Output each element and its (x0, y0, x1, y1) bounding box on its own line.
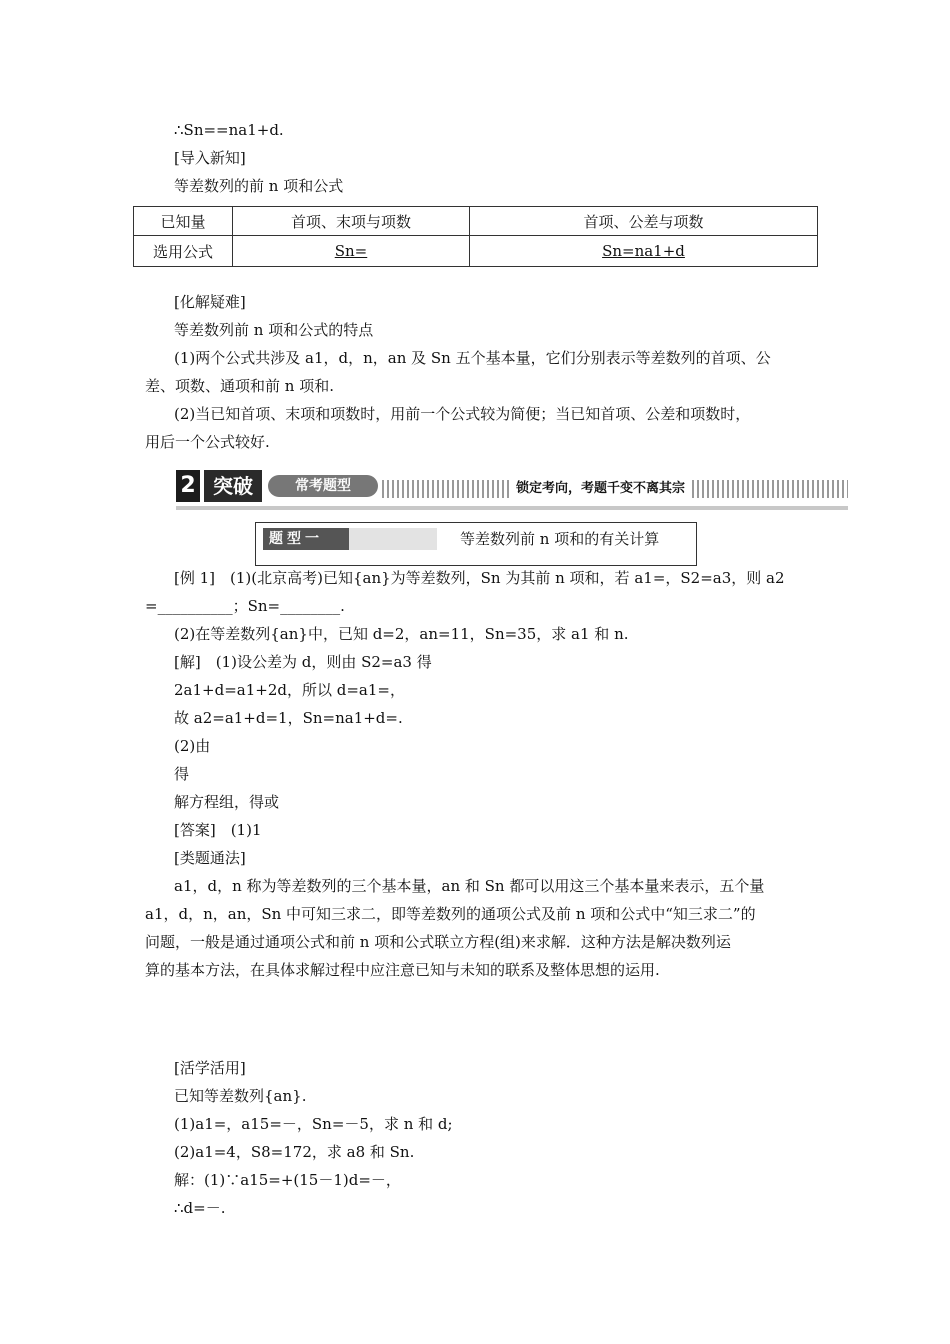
formula-intro: 等差数列的前 n 项和公式 (174, 177, 344, 195)
banner-title: 突破 (204, 470, 262, 502)
formula-line: ∴Sn==na1+d. (174, 121, 284, 139)
section-banner (176, 466, 848, 506)
section-heading-method: [类题通法] (174, 849, 246, 867)
solution-line: 2a1+d=a1+2d，所以 d=a1=， (174, 681, 405, 699)
practice-line: ∴d=－. (174, 1199, 226, 1217)
section-heading-practice: [活学活用] (174, 1059, 246, 1077)
banner-slogan: 锁定考向，考题千变不离其宗 (510, 480, 691, 498)
section-heading-new-knowledge: [导入新知] (174, 149, 246, 167)
table-row (134, 236, 818, 267)
paragraph-line: a1，d，n 称为等差数列的三个基本量，an 和 Sn 都可以用这三个基本量来表示，五个量 (174, 877, 765, 895)
topic-label-bar (349, 528, 437, 550)
solution-line: (2)由 (174, 737, 211, 755)
paragraph-line: a1，d，n，an，Sn 中可知三求二，即等差数列的通项公式及前 n 项和公式中“知三求二”的 (145, 905, 756, 923)
table-cell: Sn=na1+d (470, 236, 818, 267)
section-subtitle: 等差数列前 n 项和公式的特点 (174, 321, 374, 339)
table-cell: Sn= (233, 236, 470, 267)
solution-line: 解方程组，得或 (174, 793, 280, 811)
table-cell: 已知量 (134, 207, 233, 236)
practice-line: 已知等差数列{an}. (174, 1087, 307, 1105)
practice-line: (1)a1=，a15=－，Sn=－5，求 n 和 d; (174, 1115, 453, 1133)
table-cell: 首项、末项与项数 (233, 207, 470, 236)
banner-underline (176, 506, 848, 510)
solution-line: [解] (1)设公差为 d，则由 S2=a3 得 (174, 653, 432, 671)
topic-box (255, 522, 697, 566)
paragraph-line: 用后一个公式较好. (145, 433, 270, 451)
paragraph-line: 差、项数、通项和前 n 项和. (145, 377, 334, 395)
solution-line: 得 (174, 765, 190, 783)
paragraph-line: (1)两个公式共涉及 a1，d，n，an 及 Sn 五个基本量，它们分别表示等差数列的首项、公 (174, 349, 771, 367)
banner-subtitle: 常考题型 (268, 475, 378, 497)
answer-line: [答案] (1)1 (174, 821, 262, 839)
table-cell: 首项、公差与项数 (470, 207, 818, 236)
solution-line: 故 a2=a1+d=1，Sn=na1+d=. (174, 709, 403, 727)
example-line: (2)在等差数列{an}中，已知 d=2，an=11，Sn=35，求 a1 和 n. (174, 625, 629, 643)
topic-label: 题型一 (263, 528, 349, 550)
banner-number: 2 (176, 470, 200, 502)
paragraph-line: (2)当已知首项、末项和项数时，用前一个公式较为简便；当已知首项、公差和项数时， (174, 405, 751, 423)
practice-line: (2)a1=4，S8=172，求 a8 和 Sn. (174, 1143, 415, 1161)
paragraph-line: 问题，一般是通过通项公式和前 n 项和公式联立方程(组)来求解．这种方法是解决数列运 (145, 933, 731, 951)
formula-table (133, 206, 818, 267)
example-line: [例 1] (1)(北京高考)已知{an}为等差数列，Sn 为其前 n 项和，若 a1=，S2=a3，则 a2 (174, 569, 785, 587)
example-line: =__________；Sn=________. (145, 597, 345, 615)
section-heading-clarify: [化解疑难] (174, 293, 246, 311)
practice-line: 解：(1)∵a15=+(15－1)d=－， (174, 1171, 401, 1189)
table-row (134, 207, 818, 236)
paragraph-line: 算的基本方法，在具体求解过程中应注意已知与未知的联系及整体思想的运用. (145, 961, 660, 979)
topic-title: 等差数列前 n 项和的有关计算 (460, 530, 660, 548)
table-cell: 选用公式 (134, 236, 233, 267)
